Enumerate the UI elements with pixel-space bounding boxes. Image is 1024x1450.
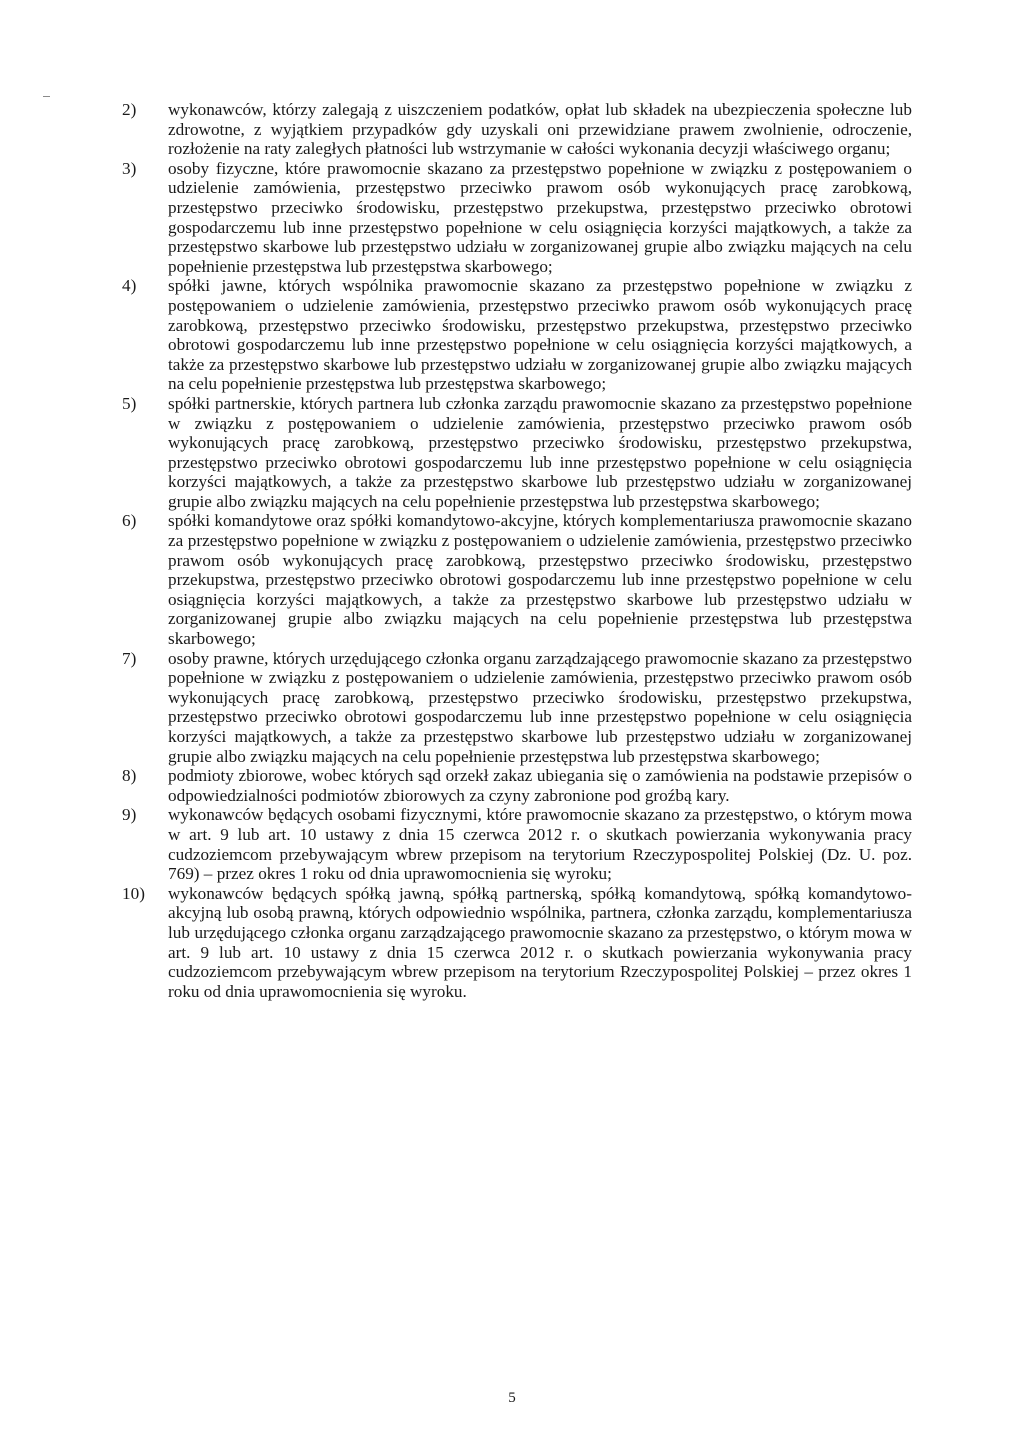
list-item-number: 7) [122, 648, 137, 668]
list-item-number: 4) [122, 276, 137, 296]
list-item [122, 805, 912, 883]
exclusion-list [122, 100, 912, 1001]
page-number: 5 [508, 1390, 516, 1406]
list-item-number: 9) [122, 805, 137, 825]
list-item-text: wykonawców będących spółką jawną, spółką partnerską, spółką komandytową, spółką komandytowo-akcyjną lub osobą prawną, których odpowiednio wspólnika, partnera, członka zarządu, komplementariusza lub urzędującego członka organu zarządzającego prawomocnie skazano za przestępstwo, o którym mowa w art. 9 lub art. 10 ustawy z dnia 15 czerwca 2012 r. o skutkach powierzania wykonywania pracy cudzoziemcom przebywającym wbrew przepisom na terytorium Rzeczypospolitej Polskiej – przez okres 1 roku od dnia uprawomocnienia się wyroku. [168, 883, 912, 1001]
list-item-number: 6) [122, 511, 137, 531]
list-item-text: wykonawców, którzy zalegają z uiszczeniem podatków, opłat lub składek na ubezpieczenia społeczne lub zdrowotne, z wyjątkiem przypadków gdy uzyskali oni przewidziane prawem zwolnienie, odroczenie, rozłożenie na raty zaległych płatności lub wstrzymanie w całości wykonania decyzji właściwego organu; [168, 100, 912, 159]
list-item [122, 649, 912, 767]
list-item [122, 159, 912, 277]
list-item-text: spółki partnerskie, których partnera lub członka zarządu prawomocnie skazano za przestępstwo popełnione w związku z postępowaniem o udzielenie zamówienia, przestępstwo przeciwko prawom osób wykonujących pracę zarobkową, przestępstwo przeciwko środowisku, przestępstwo przekupstwa, przestępstwo przeciwko obrotowi gospodarczemu lub inne przestępstwo popełnione w celu osiągnięcia korzyści majątkowych, a także za przestępstwo skarbowe lub przestępstwo udziału w zorganizowanej grupie albo związku mających na celu popełnienie przestępstwa lub przestępstwa skarbowego; [168, 393, 912, 511]
list-item-text: spółki jawne, których wspólnika prawomocnie skazano za przestępstwo popełnione w związku z postępowaniem o udzielenie zamówienia, przestępstwo przeciwko prawom osób wykonujących pracę zarobkową, przestępstwo przeciwko środowisku, przestępstwo przekupstwa, przestępstwo przeciwko obrotowi gospodarczemu lub inne przestępstwo popełnione w celu osiągnięcia korzyści majątkowych, a także za przestępstwo skarbowe lub przestępstwo udziału w zorganizowanej grupie albo związku mających na celu popełnienie przestępstwa lub przestępstwa skarbowego; [168, 276, 912, 394]
list-item-text: osoby prawne, których urzędującego członka organu zarządzającego prawomocnie skazano za przestępstwo popełnione w związku z postępowaniem o udzielenie zamówienia, przestępstwo przeciwko prawom osób wykonujących pracę zarobkową, przestępstwo przeciwko środowisku, przestępstwo przekupstwa, przestępstwo przeciwko obrotowi gospodarczemu lub inne przestępstwo popełnione w celu osiągnięcia korzyści majątkowych, a także za przestępstwo skarbowe lub przestępstwo udziału w zorganizowanej grupie albo związku mających na celu popełnienie przestępstwa lub przestępstwa skarbowego; [168, 648, 912, 766]
list-item-number: 2) [122, 100, 137, 119]
list-item-text: spółki komandytowe oraz spółki komandytowo-akcyjne, których komplementariusza prawomocnie skazano za przestępstwo popełnione w związku z postępowaniem o udzielenie zamówienia, przestępstwo przeciwko prawom osób wykonujących pracę zarobkową, przestępstwo przeciwko środowisku, przestępstwo przekupstwa, przestępstwo przeciwko obrotowi gospodarczemu lub inne przestępstwo popełnione w celu osiągnięcia korzyści majątkowych, a także za przestępstwo skarbowe lub przestępstwo udziału w zorganizowanej grupie albo związku mających na celu popełnienie przestępstwa lub przestępstwa skarbowego; [168, 511, 912, 649]
list-item [122, 766, 912, 805]
scan-artifact-mark [43, 96, 50, 97]
list-item [122, 276, 912, 394]
list-item-text: wykonawców będących osobami fizycznymi, które prawomocnie skazano za przestępstwo, o którym mowa w art. 9 lub art. 10 ustawy z dnia 15 czerwca 2012 r. o skutkach powierzania wykonywania pracy cudzoziemcom przebywającym wbrew przepisom na terytorium Rzeczypospolitej Polskiej (Dz. U. poz. 769) – przez okres 1 roku od dnia uprawomocnienia się wyroku; [168, 805, 912, 884]
list-item [122, 100, 912, 159]
list-item-text: podmioty zbiorowe, wobec których sąd orzekł zakaz ubiegania się o zamówienia na podstawie przepisów o odpowiedzialności podmiotów zbiorowych za czyny zabronione pod groźbą kary. [168, 766, 912, 805]
list-item-number: 8) [122, 766, 137, 786]
list-item [122, 511, 912, 648]
list-item-number: 5) [122, 393, 137, 413]
list-item [122, 394, 912, 512]
list-item-text: osoby fizyczne, które prawomocnie skazano za przestępstwo popełnione w związku z postępowaniem o udzielenie zamówienia, przestępstwo przeciwko prawom osób wykonujących pracę zarobkową, przestępstwo przeciwko środowisku, przestępstwo przekupstwa, przestępstwo przeciwko obrotowi gospodarczemu lub inne przestępstwo popełnione w celu osiągnięcia korzyści majątkowych, a także za przestępstwo skarbowe lub przestępstwo udziału w zorganizowanej grupie albo związku mających na celu popełnienie przestępstwa lub przestępstwa skarbowego; [168, 158, 912, 276]
list-item [122, 884, 912, 1002]
list-item-number: 3) [122, 158, 137, 178]
list-item-number: 10) [122, 883, 145, 903]
